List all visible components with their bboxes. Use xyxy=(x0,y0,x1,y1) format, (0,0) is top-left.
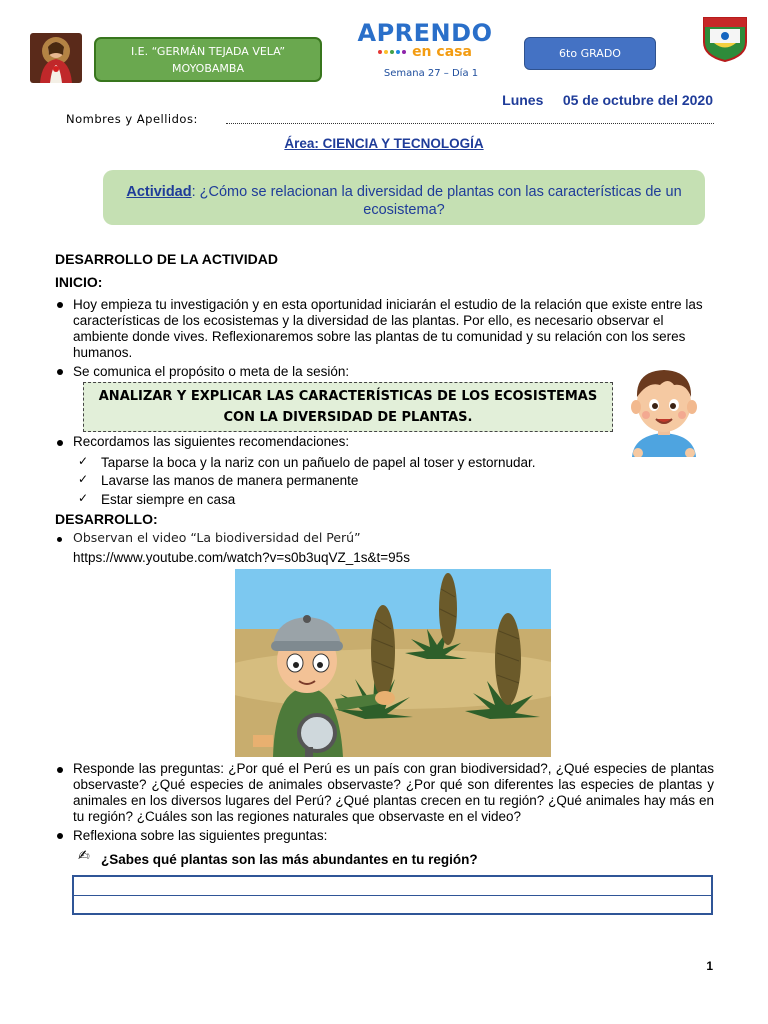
bullet-dot xyxy=(57,767,63,773)
boy-illustration xyxy=(624,365,704,457)
inicio-paragraph: Hoy empieza tu investigación y en esta oportunidad iniciarán el estudio de la relación que existe entre las características de los ecosistemas y la diversidad de las plantas. Por ello, es necesario observar el ambiente donde vives. Reflexionaremos sobre las plantas de tu comunidad y su relación con los seres humanos. xyxy=(73,297,703,360)
page-number: 1 xyxy=(706,959,713,973)
activity-text: : ¿Cómo se relacionan la diversidad de plantas con las características de un ecosistema? xyxy=(191,184,682,218)
school-crest-icon xyxy=(700,14,750,62)
purpose-intro: Se comunica el propósito o meta de la sesión: xyxy=(73,364,350,379)
school-name: I.E. “GERMÁN TEJADA VELA” xyxy=(130,45,286,58)
area-title: Área: CIENCIA Y TECNOLOGÍA xyxy=(284,136,484,151)
aprendo-en-casa-logo xyxy=(356,19,494,60)
desarrollo-heading: DESARROLLO: xyxy=(55,511,158,527)
answer-box[interactable] xyxy=(72,875,713,915)
checkmark-icon: ✓ xyxy=(78,491,89,505)
bullet-dot xyxy=(57,302,63,308)
purpose-line-2: CON LA DIVERSIDAD DE PLANTAS. xyxy=(223,410,473,425)
date: Lunes 05 de octubre del 2020 xyxy=(502,92,713,108)
bullet-dot xyxy=(57,369,63,375)
sacred-heart-image xyxy=(30,33,82,83)
reflect-intro: Reflexiona sobre las siguientes preguntas: xyxy=(73,828,328,843)
recommendations-intro: Recordamos las siguientes recomendaciones: xyxy=(73,434,350,449)
questions-paragraph: Responde las preguntas: ¿Por qué el Perú es un país con gran biodiversidad?, ¿Qué especies de plantas observaste? ¿Qué especies de animales observaste? ¿Por qué son diferentes las especies de plantas y animales en los diversos lugares del Perú? ¿Qué plantas crecen en tu región? ¿Qué animales hay más en tu región? ¿Cuáles son las regiones naturales que observaste en el video? xyxy=(73,761,714,824)
biodiversity-video-image xyxy=(235,569,551,757)
section-title: DESARROLLO DE LA ACTIVIDAD xyxy=(55,251,278,267)
bullet-dot xyxy=(57,440,63,446)
video-link[interactable]: https://www.youtube.com/watch?v=s0b3uqVZ_1s&t=95s xyxy=(73,550,410,565)
bullet-dot xyxy=(57,537,62,542)
names-label: Nombres y Apellidos: xyxy=(66,112,198,126)
checkmark-icon: ✓ xyxy=(78,472,89,486)
aprendo-logo-sub: en casa xyxy=(412,44,472,60)
names-field-line[interactable] xyxy=(226,110,714,124)
activity-label: Actividad xyxy=(126,184,192,200)
answer-line-divider xyxy=(74,895,711,896)
recommendation-item: Taparse la boca y la nariz con un pañuelo de papel al toser y estornudar. xyxy=(101,455,536,470)
inicio-heading: INICIO: xyxy=(55,274,103,290)
question-1: ¿Sabes qué plantas son las más abundantes en tu región? xyxy=(101,852,478,867)
school-city: MOYOBAMBA xyxy=(172,62,244,75)
recommendation-item: Lavarse las manos de manera permanente xyxy=(101,473,359,488)
activity-box xyxy=(103,170,705,225)
video-intro: Observan el video “La biodiversidad del Perú” xyxy=(73,530,361,545)
purpose-line-1: ANALIZAR Y EXPLICAR LAS CARACTERÍSTICAS DE LOS ECOSISTEMAS xyxy=(98,389,598,404)
writing-hand-icon: ✍ xyxy=(78,848,90,864)
grade-badge: 6to GRADO xyxy=(524,37,656,70)
week-label: Semana 27 – Día 1 xyxy=(383,68,479,79)
recommendation-item: Estar siempre en casa xyxy=(101,492,236,507)
bullet-dot xyxy=(57,833,63,839)
session-purpose-box xyxy=(83,382,613,432)
school-name-box xyxy=(94,37,322,82)
aprendo-logo-title: APRENDO xyxy=(357,19,493,47)
checkmark-icon: ✓ xyxy=(78,454,89,468)
